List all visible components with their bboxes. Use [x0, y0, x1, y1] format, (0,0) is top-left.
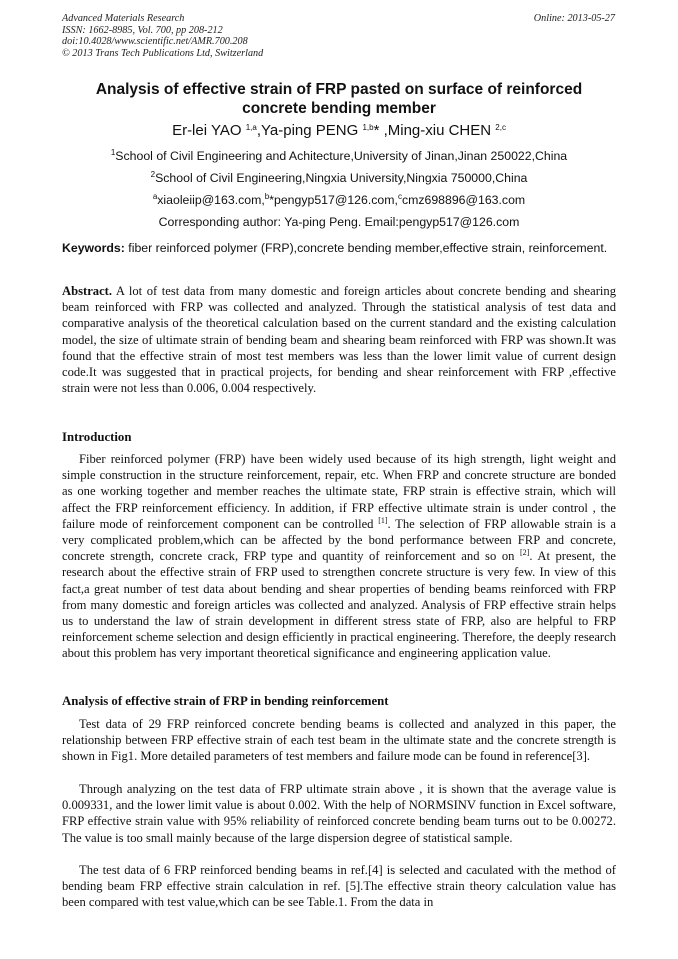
author-3: ,Ming-xiu CHEN	[383, 122, 496, 139]
abstract-label: Abstract.	[62, 284, 113, 298]
keywords-label: Keywords:	[62, 241, 125, 255]
abstract	[62, 283, 616, 396]
journal-name: Advanced Materials Research	[62, 13, 185, 24]
bending-paragraph-2: Through analyzing on the test data of FRP ultimate strain above , it is shown that the average value is 0.009331, and the lower limit value is about 0.002. With the help of NORMSINV function in Excel software, FRP effective strain value with 95% reliability of reinforced concrete bending beam turns out to be 0.00272. The value is too small mainly because of the large dispersion degree of statistical sample.	[62, 782, 616, 845]
abstract-text: A lot of test data from many domestic and foreign articles about concrete bending and shearing beam reinforced with FRP was collected and analyzed. Through the statistical analysis of test data and comparative analysis of the theoretical calculation based on the current standard and the existing calculation model, the size of ultimate strain of bending beam and shearing beam reinforced with FRP was shown.It was found that the effective strain of most test members was less than the lower limit value of current design code.It was suggested that in practical projects, for bending and shear reinforcement with FRP ,effective strain were not less than 0.006, 0.004 respectively.	[62, 284, 616, 396]
affiliation-2	[62, 171, 616, 186]
affiliation-1	[62, 149, 616, 164]
bending-paragraph-1: Test data of 29 FRP reinforced concrete bending beams is collected and analyzed in this paper, the relationship between FRP effective strain of each test beam in the ultimate state and the concrete strength is shown in Fig1. More detailed parameters of test members and failure mode can be found in reference[3].	[62, 717, 616, 764]
keywords	[62, 241, 616, 256]
paper-title: Analysis of effective strain of FRP pasted on surface of reinforced concrete bending member	[95, 81, 583, 117]
author-1: Er-lei YAO	[172, 122, 246, 139]
author-2-sup: 1,b	[362, 123, 374, 132]
affiliation-2-text: School of Civil Engineering,Ningxia University,Ningxia 750000,China	[155, 171, 528, 185]
author-2: ,Ya-ping PENG	[256, 122, 363, 139]
online-date: Online: 2013-05-27	[533, 13, 615, 24]
journal-header	[62, 13, 263, 59]
author-line	[62, 122, 616, 140]
intro-text-2: . The selection of FRP allowable strain is a very complicated problem,which can be affected by the bond performance between FRP and concrete, concrete strength, concrete crack, FRP type and quantity of reinforcement and so on	[62, 516, 616, 564]
email-line	[62, 193, 616, 208]
bending-paragraph-3: The test data of 6 FRP reinforced bending beams in ref.[4] is selected and caculated with the method of bending beam FRP effective strain calculation in ref. [5].The effective strain theory calculation value has been compared with test value,which can be see Table.1. From the data in	[62, 863, 616, 910]
affiliation-1-text: School of Civil Engineering and Achitecture,University of Jinan,Jinan 250022,China	[115, 149, 568, 163]
affiliation-2-sup: 2	[150, 170, 156, 179]
introduction-paragraph	[62, 451, 616, 662]
section-heading-bending: Analysis of effective strain of FRP in bending reinforcement	[62, 694, 389, 708]
intro-text-3: . At present, the research about the effective strain of FRP used to strengthen concrete structure is very few. In view of this fact,a great number of test data about bending and shear properties of bending beams reinforced with FRP from many domestic and foreign articles was collected and analyzed. Analysis of FRP effective strain helps us to understand the law of strain development in different stress state of FRP, also are helpful to FRP reinforcement scheme selection and design efficiently in practical engineering. Therefore, the deeply research about this problem has very important theoretical significance and engineering application value.	[62, 549, 616, 661]
email-a: xiaoleiip@163.com,	[157, 193, 265, 207]
doi-line: doi:10.4028/www.scientific.net/AMR.700.208	[62, 36, 248, 47]
author-1-sup: 1,a	[245, 123, 257, 132]
author-3-sup: 2,c	[495, 123, 506, 132]
section-heading-introduction: Introduction	[62, 430, 132, 444]
citation-2: [2]	[520, 548, 530, 558]
copyright-line: © 2013 Trans Tech Publications Ltd, Switzerland	[62, 47, 264, 59]
email-b: *pengyp517@126.com,	[269, 193, 398, 207]
corresponding-mark: *	[373, 122, 384, 139]
email-c: cmz698896@163.com	[401, 193, 526, 207]
affiliation-1-sup: 1	[110, 148, 116, 157]
email-c-sup: c	[397, 192, 402, 201]
keywords-text: fiber reinforced polymer (FRP),concrete bending member,effective strain, reinforcement.	[124, 241, 608, 255]
corresponding-author: Corresponding author: Ya-ping Peng. Email:pengyp517@126.com	[158, 215, 520, 229]
email-a-sup: a	[152, 192, 158, 201]
issn-line: ISSN: 1662-8985, Vol. 700, pp 208-212	[62, 24, 223, 36]
email-b-sup: b	[264, 192, 270, 201]
intro-text-1: Fiber reinforced polymer (FRP) have been widely used because of its high strength, light weight and simple construction in the structure reinforcement, repair, etc. When FRP and concrete structure are bonded as one working together and member reaches the ultimate state, FRP strain is effective strain, which will affect the FRP reinforcement efficiency. In addition, if FRP effective ultimate strain is under control , the failure mode of reinforcement component can be controlled	[62, 452, 616, 531]
citation-1: [1]	[378, 515, 388, 525]
